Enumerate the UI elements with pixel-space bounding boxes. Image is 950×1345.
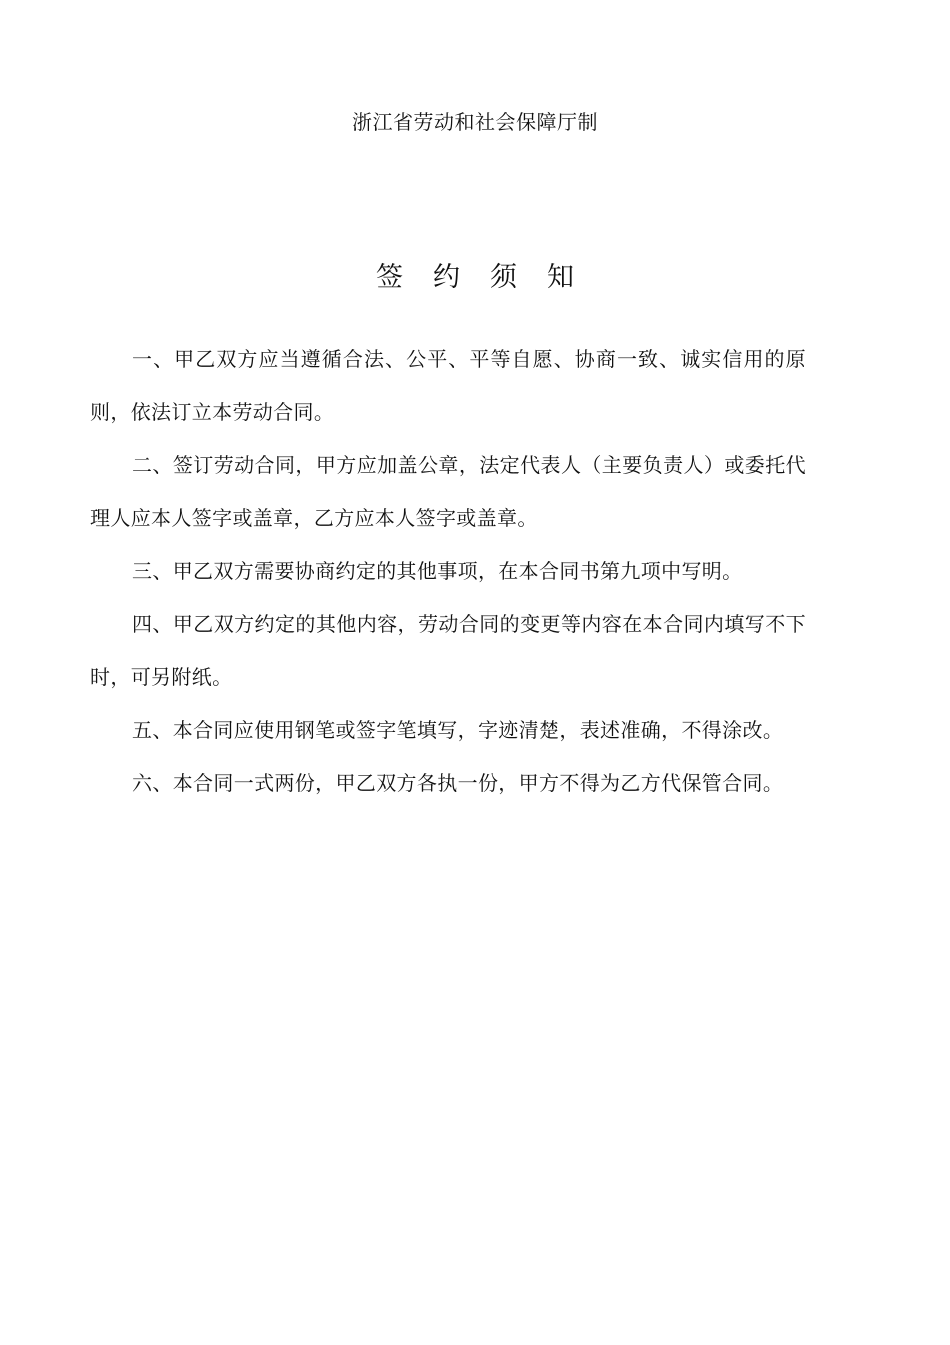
notice-item-1: 一、甲乙双方应当遵循合法、公平、平等自愿、协商一致、诚实信用的原则，依法订立本劳动合同。 (90, 347, 806, 424)
issuer-line: 浙江省劳动和社会保障厅制 (352, 110, 598, 134)
notice-item-5: 五、本合同应使用钢笔或签字笔填写，字迹清楚，表述准确，不得涂改。 (132, 718, 784, 742)
notice-item-2: 二、签订劳动合同，甲方应加盖公章，法定代表人（主要负责人）或委托代理人应本人签字或盖章，乙方应本人签字或盖章。 (90, 453, 806, 530)
notice-item-6: 六、本合同一式两份，甲乙双方各执一份，甲方不得为乙方代保管合同。 (132, 771, 784, 795)
notice-item-4: 四、甲乙双方约定的其他内容，劳动合同的变更等内容在本合同内填写不下时，可另附纸。 (90, 612, 806, 689)
notice-list (90, 333, 806, 810)
notice-item-3: 三、甲乙双方需要协商约定的其他事项，在本合同书第九项中写明。 (132, 559, 743, 583)
page-title: 签约须知 (376, 262, 604, 293)
